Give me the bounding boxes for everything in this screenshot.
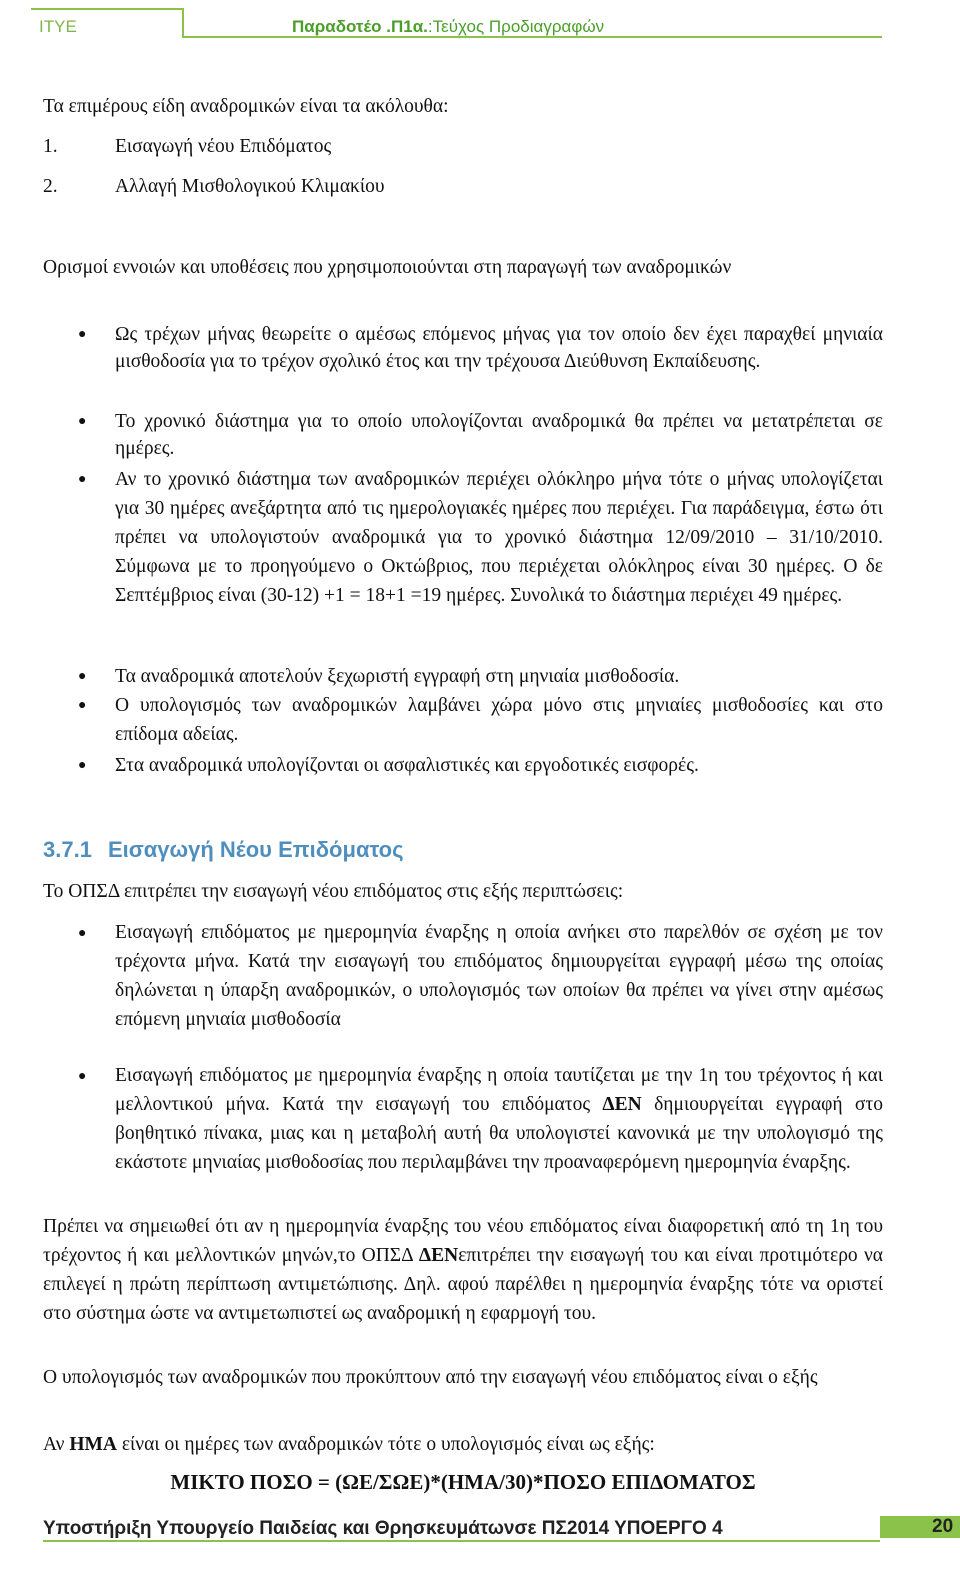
hma-text-part: Αν	[43, 1434, 70, 1455]
bullet-text: Αν το χρονικό διάστημα των αναδρομικών περιέχει ολόκληρο μήνα τότε ο μήνας υπολογίζεται για 30 ημέρες ανεξάρτητα από τις ημερολογιακές ημέρες που περιέχει. Για παράδειγμα, έστω ότι πρέπει να υπολογιστούν αναδρομικά για το χρονικό διάστημα 12/09/2010 – 31/10/2010. Σύμφωνα με το προηγούμενο ο Οκτώβριος, που περιέχεται ολόκληρος είναι 30 ημέρες. Ο δε Σεπτέμβριος είναι (30-12) +1 = 18+1 =19 ημέρες. Συνολικά το διάστημα περιέχει 49 ημέρες.	[115, 469, 883, 606]
definitions-intro: Ορισμοί εννοιών και υποθέσεις που χρησιμοποιούνται στη παραγωγή των αναδρομικών	[43, 257, 732, 278]
bullet-icon: ●	[78, 472, 87, 487]
formula: ΜΙΚΤΟ ΠΟΣΟ = (ΩΕ/ΣΩΕ)*(ΗΜΑ/30)*ΠΟΣΟ ΕΠΙΔΟΜΑΤΟΣ	[170, 1470, 756, 1494]
section-heading	[43, 837, 404, 863]
bullet-text-part: δημιουργείται εγγραφή στο βοηθητικό πίνακα, μιας και η μεταβολή αυτή θα υπολογιστεί κανονικά με την υπολογισμό της εκάστοτε μηνιαίας μισθοδοσίας που περιλαμβάνει την προαναφερόμενη ημερομηνία έναρξης.	[115, 1094, 883, 1173]
bullet-text: Τα αναδρομικά αποτελούν ξεχωριστή εγγραφή στη μηνιαία μισθοδοσία.	[115, 666, 680, 687]
header-org: ΙΤΥΕ	[39, 17, 77, 36]
hma-emphasis: ΗΜΑ	[69, 1434, 117, 1455]
section-number: 3.7.1	[43, 837, 92, 862]
bullet-icon: ●	[78, 758, 87, 773]
note-paragraph	[43, 1212, 883, 1328]
note-text-part: Πρέπει να σημειωθεί ότι αν η ημερομηνία έναρξης του νέου επιδόματος είναι διαφορετική από τη 1η του τρέχοντος ή και μελλοντικών μηνών,το ΟΠΣΔ	[43, 1216, 883, 1266]
bullet-text: Εισαγωγή επιδόματος με ημερομηνία έναρξης η οποία ανήκει στο παρελθόν σε σχέση με τον τρέχοντα μήνα. Κατά την εισαγωγή του επιδόματος δημιουργείται εγγραφή μέσω της οποίας δηλώνεται η ύπαρξη αναδρομικών, ο υπολογισμός των οποίων θα πρέπει να γίνει στην αμέσως επόμενη μηνιαία μισθοδοσία	[115, 922, 883, 1030]
section-intro: Το ΟΠΣΔ επιτρέπει την εισαγωγή νέου επιδόματος στις εξής περιπτώσεις:	[43, 881, 624, 902]
list-item: Εισαγωγή νέου Επιδόματος	[115, 136, 332, 157]
hma-text-part: είναι οι ημέρες των αναδρομικών τότε ο υπολογισμός είναι ως εξής:	[116, 1434, 655, 1455]
bullet-text: Ο υπολογισμός των αναδρομικών λαμβάνει χώρα μόνο στις μηνιαίες μισθοδοσίες και στο επίδομα αδείας.	[115, 695, 883, 745]
bullet-icon: ●	[78, 414, 87, 429]
header-rule	[184, 36, 882, 38]
intro-text: Τα επιμέρους είδη αναδρομικών είναι τα ακόλουθα:	[43, 96, 449, 117]
calc-paragraph: Ο υπολογισμός των αναδρομικών που προκύπτουν από την εισαγωγή νέου επιδόματος είναι ο εξής	[43, 1367, 818, 1388]
list-number: 1.	[43, 136, 58, 157]
bullet-icon: ●	[78, 669, 87, 684]
bullet-text-emphasis: ΔΕΝ	[602, 1094, 642, 1115]
bullet-text-part: Εισαγωγή επιδόματος με ημερομηνία έναρξης η οποία ταυτίζεται με την 1η του τρέχοντος ή και μελλοντικού μήνα. Κατά την εισαγωγή του επιδόματος	[115, 1065, 883, 1115]
bullet-text: Το χρονικό διάστημα για το οποίο υπολογίζονται αναδρομικά θα πρέπει να μετατρέπεται σε ημέρες.	[115, 411, 883, 459]
header-deliverable: Παραδοτέο .Π1α.	[292, 17, 428, 36]
note-emphasis: ΔΕΝ	[418, 1245, 459, 1266]
note-text-part: επιτρέπει την εισαγωγή του και είναι προτιμότερο να επιλεγεί η πρώτη περίπτωση αντιμετώπισης. Δηλ. αφού παρέλθει η ημερομηνία έναρξης τότε να οριστεί στο σύστημα ώστε να αντιμετωπιστεί ως αναδρομική η εφαρμογή του.	[43, 1245, 883, 1324]
bullet-text	[115, 1061, 883, 1177]
page-number: 20	[932, 1516, 954, 1537]
list-number: 2.	[43, 176, 58, 197]
footer-text: Υποστήριξη Υπουργείο Παιδείας και Θρησκευμάτωνσε ΠΣ2014 ΥΠΟΕΡΓΟ 4	[43, 1518, 723, 1539]
header-title	[292, 17, 604, 37]
list-item: Αλλαγή Μισθολογικού Κλιμακίου	[115, 176, 385, 197]
bullet-text: Ως τρέχων μήνας θεωρείτε ο αμέσως επόμενος μήνας για τον οποίο δεν έχει παραχθεί μηνιαία μισθοδοσία για το τρέχον σχολικό έτος και την τρέχουσα Διεύθυνση Εκπαίδευσης.	[115, 324, 883, 372]
header-doc-type: :Τεύχος Προδιαγραφών	[427, 17, 605, 36]
section-title: Εισαγωγή Νέου Επιδόματος	[107, 837, 404, 862]
hma-paragraph	[43, 1431, 883, 1458]
bullet-icon: ●	[78, 327, 87, 342]
bullet-icon: ●	[78, 1069, 87, 1084]
bullet-text: Στα αναδρομικά υπολογίζονται οι ασφαλιστικές και εργοδοτικές εισφορές.	[115, 755, 699, 776]
bullet-icon: ●	[78, 698, 87, 713]
bullet-icon: ●	[78, 926, 87, 941]
